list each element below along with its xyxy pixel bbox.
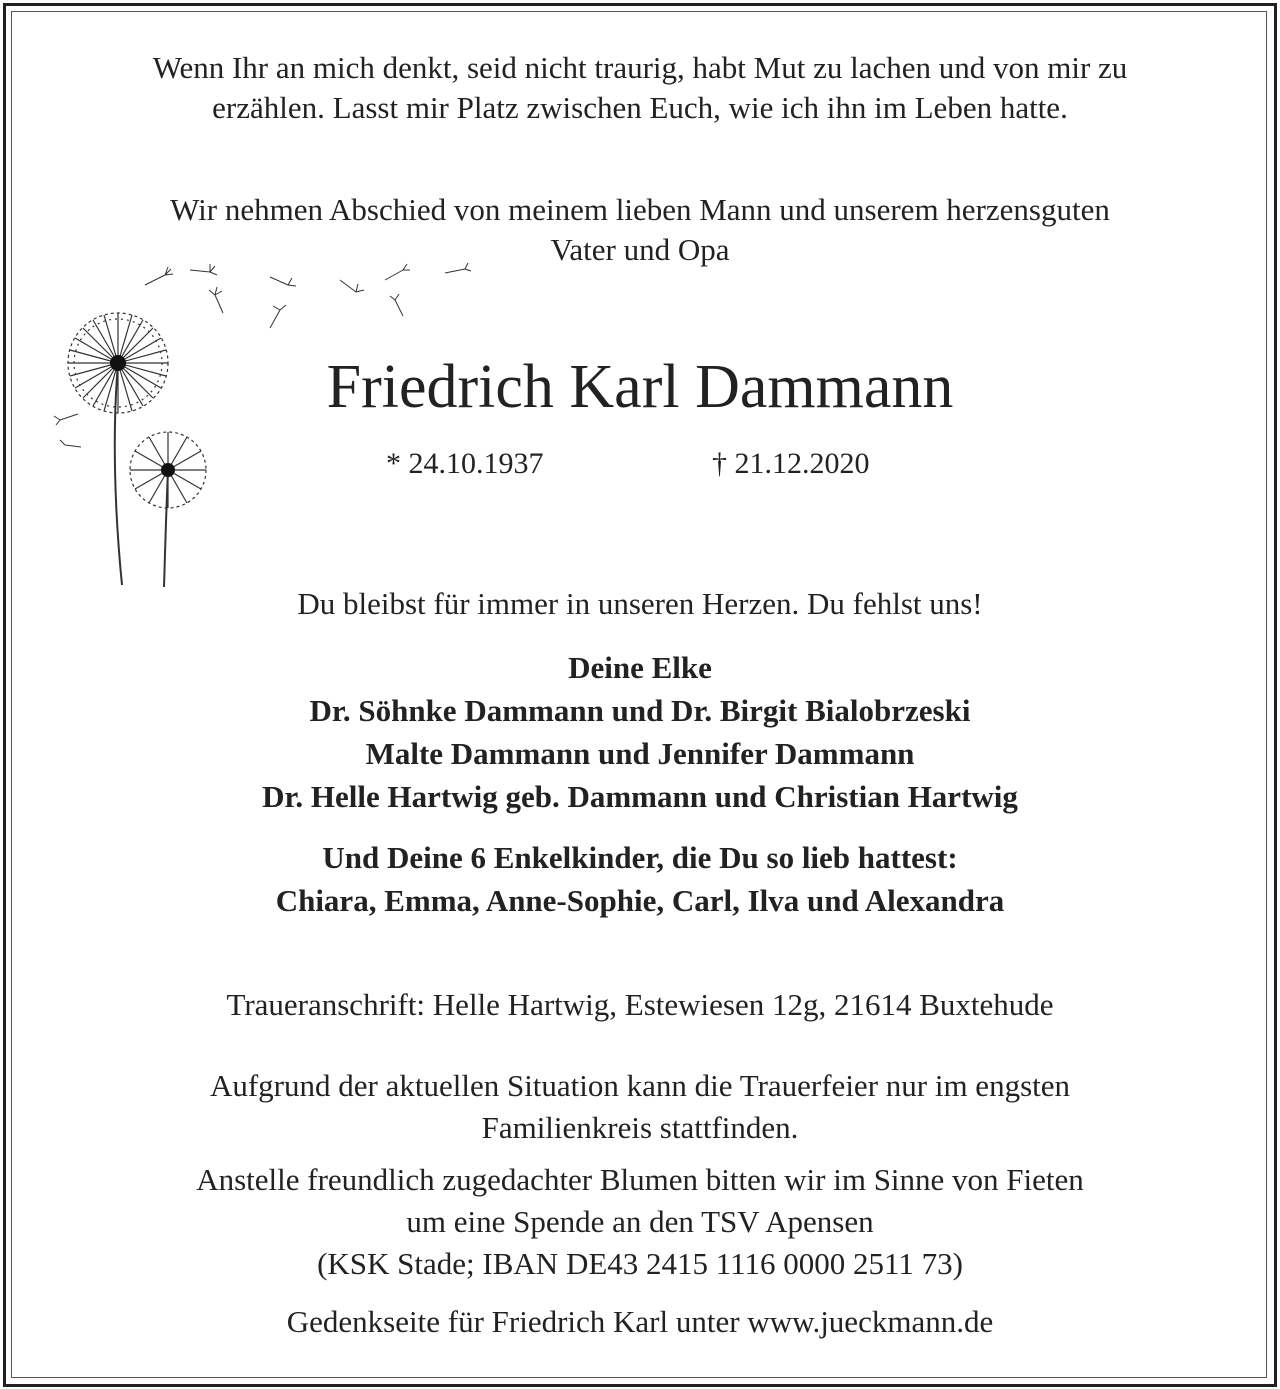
donation-line-2: um eine Spende an den TSV Apensen [406, 1204, 874, 1239]
quote-line-2: erzählen. Lasst mir Platz zwischen Euch, wie ich ihn im Leben hatte. [212, 90, 1068, 125]
intro-line-1: Wir nehmen Abschied von meinem lieben Mann und unserem herzensguten [170, 192, 1110, 227]
grandchildren-line-2: Chiara, Emma, Anne-Sophie, Carl, Ilva und Alexandra [275, 883, 1005, 918]
deceased-name: Friedrich Karl Dammann [326, 353, 954, 421]
memorial-link: Gedenkseite für Friedrich Karl unter www.jueckmann.de [286, 1304, 994, 1339]
donation-line-3: (KSK Stade; IBAN DE43 2415 1116 0000 2511 73) [317, 1246, 963, 1281]
farewell-text: Du bleibst für immer in unseren Herzen. Du fehlst uns! [297, 586, 983, 621]
donation-line-1: Anstelle freundlich zugedachter Blumen bitten wir im Sinne von Fieten [196, 1162, 1084, 1197]
intro-line-2: Vater und Opa [550, 232, 730, 267]
dandelion-icon [40, 255, 500, 595]
family-line-4: Dr. Helle Hartwig geb. Dammann und Christian Hartwig [262, 779, 1018, 814]
family-line-1: Deine Elke [568, 650, 712, 685]
mourning-address: Traueranschrift: Helle Hartwig, Estewiesen 12g, 21614 Buxtehude [226, 987, 1054, 1022]
death-date: † 21.12.2020 [712, 447, 870, 480]
grandchildren-line-1: Und Deine 6 Enkelkinder, die Du so lieb hattest: [322, 840, 958, 875]
quote-line-1: Wenn Ihr an mich denkt, seid nicht traurig, habt Mut zu lachen und von mir zu [152, 50, 1128, 85]
family-line-2: Dr. Söhnke Dammann und Dr. Birgit Bialobrzeski [309, 693, 971, 728]
notice-line-2: Familienkreis stattfinden. [481, 1110, 799, 1145]
notice-line-1: Aufgrund der aktuellen Situation kann die Trauerfeier nur im engsten [209, 1068, 1071, 1103]
birth-date: * 24.10.1937 [386, 447, 544, 480]
family-line-3: Malte Dammann und Jennifer Dammann [365, 736, 915, 771]
